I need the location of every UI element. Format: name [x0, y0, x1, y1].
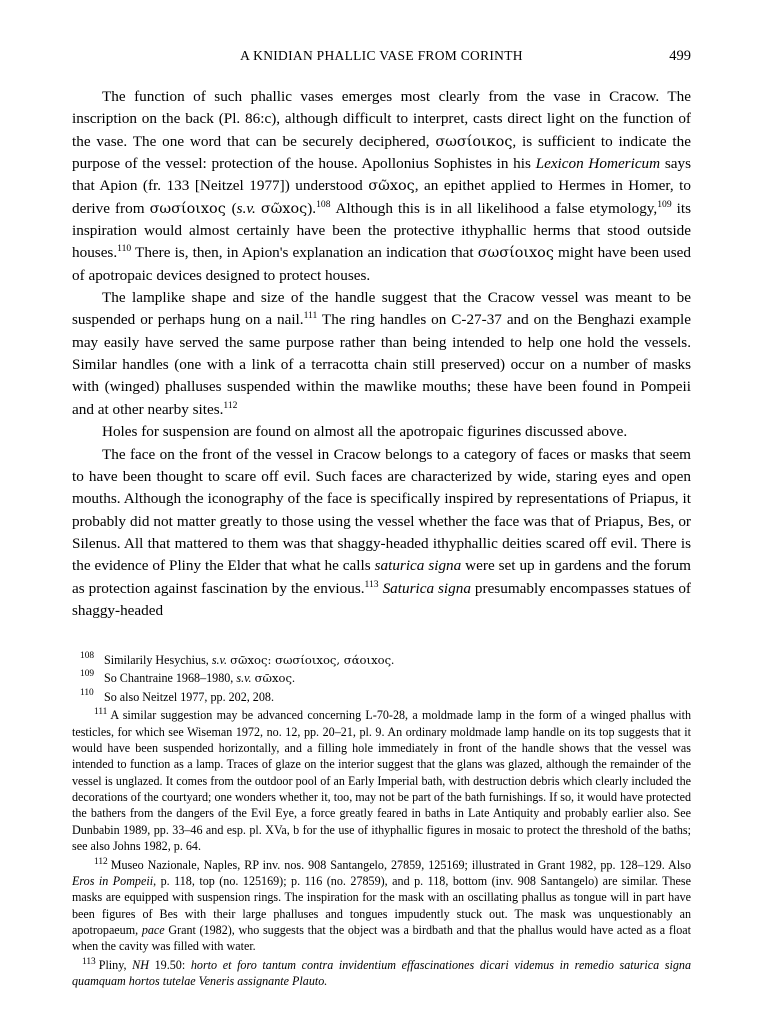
footnote-marker[interactable]: 110 [117, 243, 132, 255]
footnote-number: 113 [82, 957, 96, 968]
text-run: Similarily Hesychius, [104, 653, 212, 668]
text-run: its inspiration would almost certainly have been the protective ithyphallic herms that stood outside houses. [72, 199, 692, 262]
text-run: Museo Nazionale, Naples, RP inv. nos. 908 Santangelo, 27859, 125169; illustrated in Grant 1982, pp. 128–129. Also [110, 857, 691, 872]
footnote-marker[interactable]: 111 [303, 310, 318, 322]
running-head [72, 48, 691, 64]
text-run: says that Apion (fr. 133 [Neitzel 1977]) understood [72, 155, 691, 195]
text-run: ). [307, 199, 317, 217]
footnote [72, 956, 691, 990]
body-paragraph [72, 444, 691, 623]
greek-text: σωσίοικος [435, 133, 513, 150]
greek-text: σωσίοιxος [149, 200, 232, 217]
italic-text: saturica signa [374, 557, 462, 575]
text-run: 19.50: [148, 958, 191, 973]
text-run: ( [231, 199, 237, 217]
footnote-number: 108 [80, 651, 95, 662]
footnote-marker[interactable]: 109 [657, 198, 672, 210]
text-run: A similar suggestion may be advanced concerning L-70-28, a moldmade lamp in the form of a winged phallus with testicles, for which see Wiseman 1972, no. 12, pp. 20–21, pl. 9. An ordinary moldmade lamp handle on its top suggests that it would have been suspended horizontally, and a filling hole immediately in front of the handle shows that the vessel was intended to function as a lamp. Traces of glaze on the interior suggest that the glans was glazed, although the remainder of the vessel is unglazed. It comes from the outdoor pool of an Early Imperial bath, with destruction debris which clearly included the decorations of the courtyard; one wonders whether it, too, may not be part of the bath furnishings. If so, it would have protected the bathers from the dangers of the Evil Eye, a force greatly feared in baths in Late Antiquity and probably earlier also. See Dunbabin 1989, pp. 33–46 and esp. pl. XVa, b for the use of ithyphallic figures in mosaic to protect the threshold of the baths; see also Johns 1982, p. 64. [72, 708, 691, 853]
footnotes-section [72, 642, 691, 990]
footnote-number: 112 [94, 856, 108, 867]
italic-text: Saturica signa [382, 579, 471, 597]
footnote [72, 652, 691, 669]
italic-text: Lexicon Homericum [535, 155, 661, 173]
footnote-marker[interactable]: 113 [364, 578, 379, 590]
footnote-number: 109 [80, 669, 95, 680]
footnote [72, 856, 691, 955]
greek-text: σῶxος [368, 178, 415, 195]
text-run: . [292, 671, 296, 686]
text-run: The lamplike shape and size of the handle suggest that the Cracow vessel was meant to be suspended or perhaps hung on a nail. [72, 289, 691, 329]
text-run: Pliny, [98, 958, 133, 973]
text-run: The function of such phallic vases emerges most clearly from the vase in Cracow. The inscription on the back (Pl. 86:c), although difficult to interpret, casts direct light on the function of the vase. The one word that can be securely deciphered, [72, 88, 691, 150]
text-run: might have been used of apotropaic devices designed to protect houses. [72, 244, 691, 284]
text-run: Although this is in all likelihood a false etymology, [330, 199, 658, 217]
page-number: 499 [669, 48, 691, 64]
italic-text: horto et foro tantum contra invidentium effascinationes dicari videmus in remedio saturica signa quamquam hortos tutelae Veneris assignante Plauto. [72, 958, 692, 989]
body-paragraph [72, 287, 691, 421]
footnote [72, 670, 691, 687]
greek-text: σῶxος: σωσίοιxος, σάοιxος [230, 653, 392, 668]
text-run: Holes for suspension are found on almost all the apotropaic figurines discussed above. [102, 423, 628, 441]
footnote-marker[interactable]: 108 [316, 198, 331, 210]
page-title: A KNIDIAN PHALLIC VASE FROM CORINTH [240, 48, 523, 63]
italic-text: Eros in Pompeii [72, 874, 154, 889]
body-paragraph [72, 421, 691, 443]
text-run: The ring handles on C-27-37 and on the Benghazi example may easily have served the same purpose rather than being intended to help one hold the vessels. Similar handles (one with a link of a terracotta chain still preserved) occur on a number of masks with (winged) phalluses suspended within the mawlike mouths; these have been found in Pompeii and at other nearby sites. [72, 311, 691, 418]
text-run: presumably encompasses statues of shaggy-headed [72, 579, 691, 619]
text-run: , is sufficient to indicate the purpose of the vessel: protection of the house. Apollonius Sophistes in his [72, 132, 691, 173]
greek-text: σωσίοιxος [477, 245, 554, 262]
text-run: So Chantraine 1968–1980, [104, 671, 237, 686]
text-run: were set up in gardens and the forum as protection against fascination by the envious. [72, 557, 691, 597]
footnote-number: 110 [80, 687, 94, 698]
text-run: , p. 118, top (no. 125169); p. 116 (no. 27859), and p. 118, bottom (inv. 908 Santangelo) are similar. These masks are equipped with suspension rings. The inspiration for the mask with an oscillating phallus as tongue will in part have been figures of Bes with their large phalluses and tongues impudently stuck out. The mask was unquestionably an apotropaeum, [72, 874, 692, 937]
italic-text: NH [132, 958, 149, 973]
footnote [72, 706, 691, 854]
italic-text: s.v. [211, 653, 228, 668]
body-paragraph [72, 86, 691, 287]
text-run: So also Neitzel 1977, pp. 202, 208. [104, 689, 274, 704]
body-text [72, 86, 691, 622]
italic-text: pace [141, 922, 165, 937]
footnote-marker[interactable]: 112 [223, 399, 238, 411]
italic-text: s.v. [236, 671, 252, 686]
text-run: , an epithet applied to Hermes in Homer, to derive from [72, 177, 691, 217]
greek-text: σῶxος [254, 671, 293, 686]
italic-text: s.v. [236, 199, 256, 217]
text-run: . [391, 653, 395, 668]
text-run: There is, then, in Apion's explanation an indication that [131, 244, 478, 262]
footnote [72, 689, 691, 705]
text-run: The face on the front of the vessel in Cracow belongs to a category of faces or masks that seem to have been thought to scare off evil. Such faces are characterized by wide, staring eyes and open mouths. Although the iconography of the face is specifically inspired by representations of Priapus, it probably did not matter greatly to those using the vessel whether the face was that of Priapus, Bes, or Silenus. All that mattered to them was that shaggy-headed ithyphallic deities scared off evil. There is the evidence of Pliny the Elder that what he calls [72, 445, 691, 575]
text-run: Grant (1982), who suggests that the object was a birdbath and that the phallus would have acted as a float when the cavity was filled with water. [72, 922, 691, 954]
greek-text: σῶxος [260, 200, 308, 217]
footnote-number: 111 [94, 707, 108, 718]
